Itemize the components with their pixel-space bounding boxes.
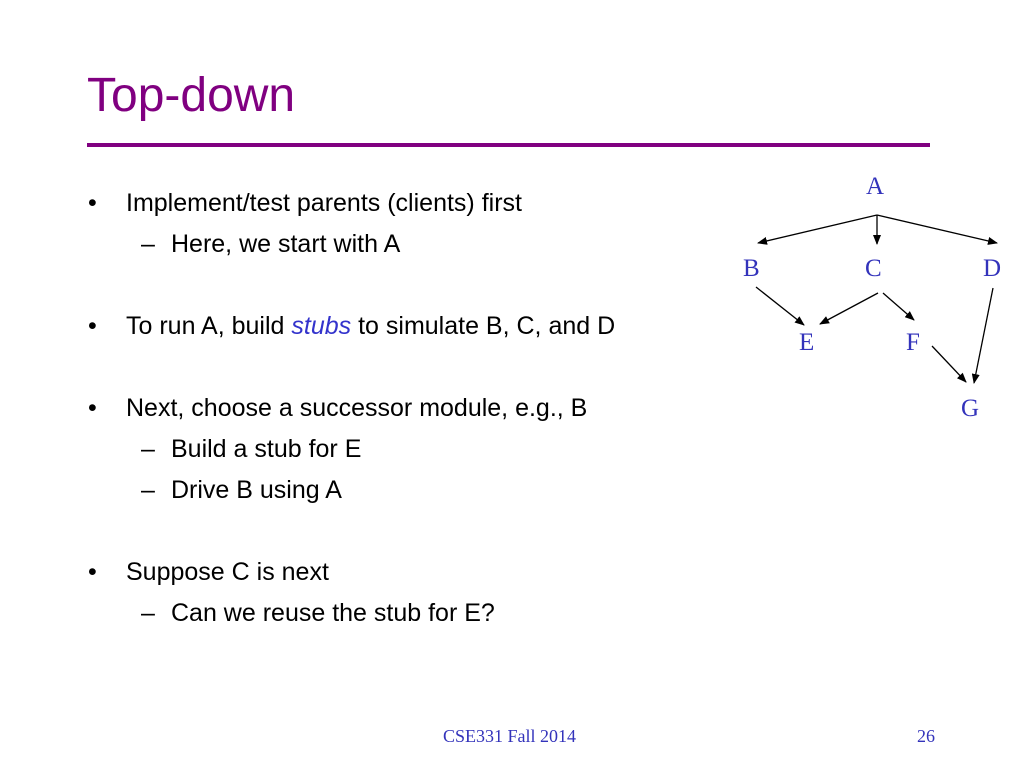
bullet-mark: • bbox=[88, 312, 97, 340]
node-d: D bbox=[983, 255, 1002, 282]
sub-bullet-mark: – bbox=[141, 476, 155, 504]
edge-a-b bbox=[758, 215, 877, 243]
sub-bullet-text: Here, we start with A bbox=[171, 230, 401, 258]
edge-b-e bbox=[756, 287, 804, 325]
edge-c-e bbox=[820, 293, 878, 324]
sub-bullet-text: Can we reuse the stub for E? bbox=[171, 599, 495, 627]
bullet-mark: • bbox=[88, 189, 97, 217]
bullet-mark: • bbox=[88, 558, 97, 586]
node-e: E bbox=[799, 329, 815, 356]
slide-title: Top-down bbox=[87, 69, 296, 122]
bullet-text-post: to simulate B, C, and D bbox=[351, 312, 616, 340]
footer-course: CSE331 Fall 2014 bbox=[443, 726, 577, 746]
bullet-text-pre: To run A, build bbox=[126, 312, 292, 340]
stubs-emphasis: stubs bbox=[291, 312, 352, 340]
footer-page-number: 26 bbox=[917, 726, 935, 746]
sub-bullet-text: Build a stub for E bbox=[171, 435, 362, 463]
bullet-mark: • bbox=[88, 394, 97, 422]
edge-f-g bbox=[932, 346, 966, 382]
node-a: A bbox=[866, 173, 885, 200]
sub-bullet-mark: – bbox=[141, 435, 155, 463]
edge-d-g bbox=[974, 288, 993, 383]
edge-a-bcd bbox=[758, 215, 997, 244]
edge-a-d bbox=[877, 215, 997, 243]
edge-c-f bbox=[883, 293, 914, 320]
bullet-text: Next, choose a successor module, e.g., B bbox=[126, 394, 588, 422]
node-f: F bbox=[906, 329, 920, 356]
bullet-text: Suppose C is next bbox=[126, 558, 329, 586]
bullet-text: Implement/test parents (clients) first bbox=[126, 189, 522, 217]
sub-bullet-mark: – bbox=[141, 230, 155, 258]
node-c: C bbox=[865, 255, 882, 282]
node-b: B bbox=[743, 255, 760, 282]
sub-bullet-mark: – bbox=[141, 599, 155, 627]
sub-bullet-text: Drive B using A bbox=[171, 476, 342, 504]
node-g: G bbox=[961, 395, 980, 422]
